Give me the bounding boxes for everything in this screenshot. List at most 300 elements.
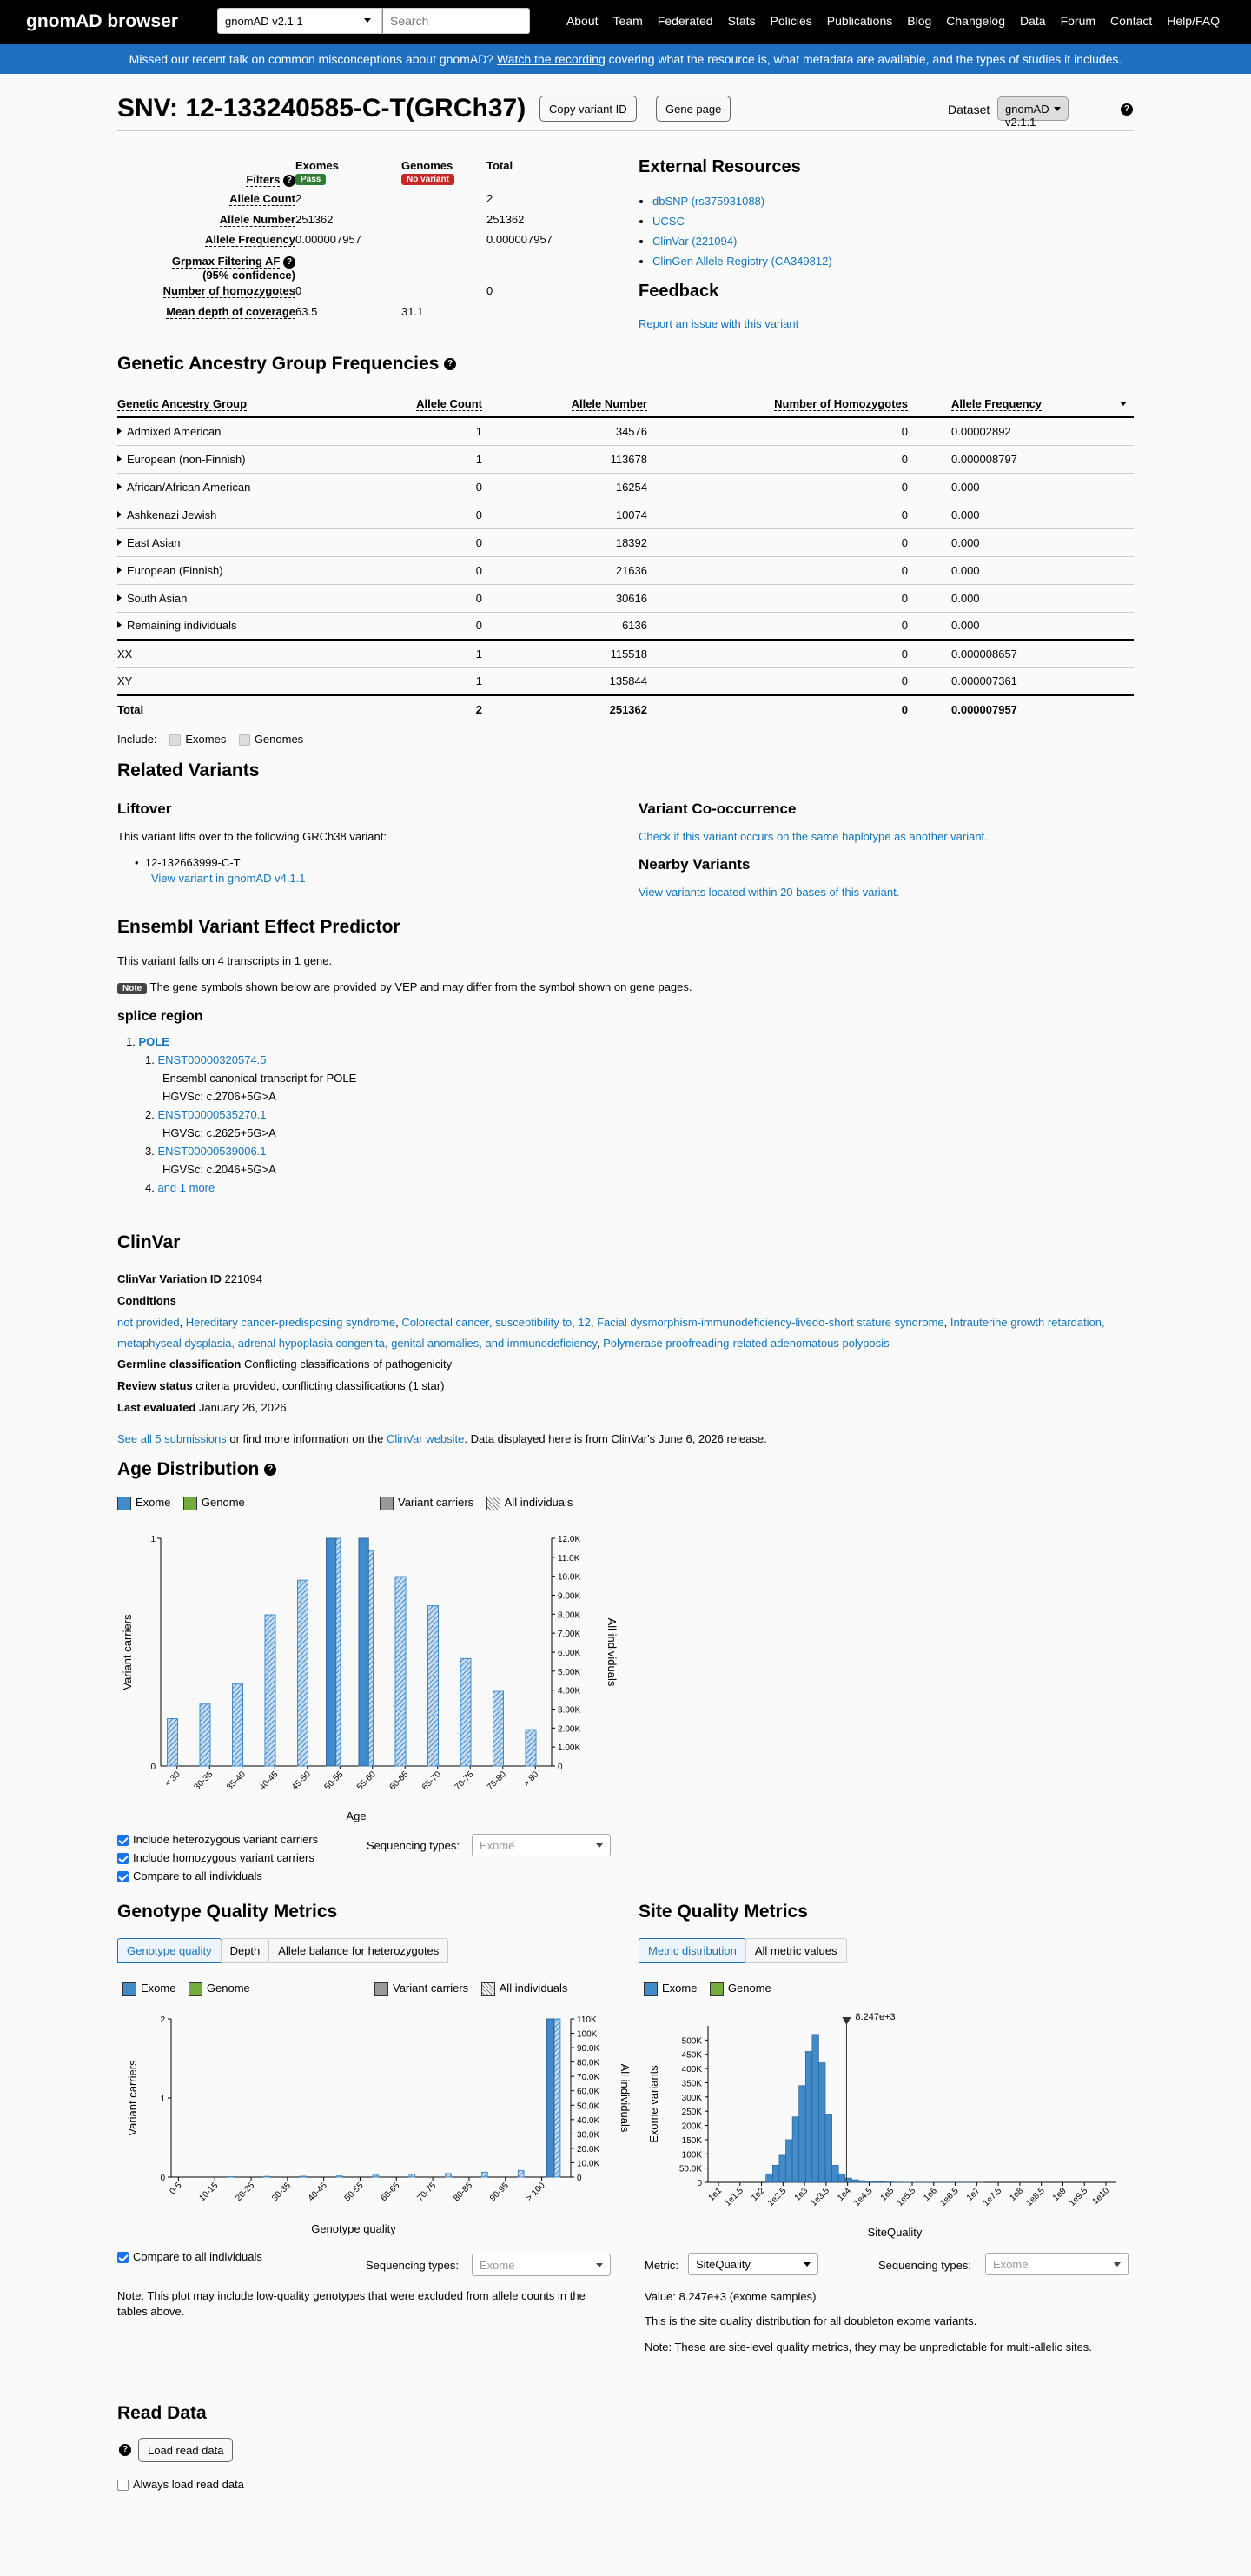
histogram-bar [851, 2180, 858, 2182]
histogram-bar [838, 2174, 845, 2182]
gq-legend-right: Variant carriers All individuals [374, 1982, 567, 1996]
all-individuals-bar [518, 2170, 524, 2177]
compare-all-checkbox[interactable] [117, 1871, 129, 1882]
gq-seq-label: Sequencing types: [366, 2259, 459, 2272]
histogram-bar [805, 2051, 812, 2182]
x-tick: 1e7.5 [981, 2186, 1004, 2208]
y-tick: 150K [681, 2135, 702, 2146]
y2-tick: 5.00K [558, 1667, 581, 1677]
all-individuals-bar [395, 1577, 406, 1766]
x-tick: 40-45 [306, 2181, 329, 2204]
y2-tick: 50.0K [577, 2101, 600, 2112]
gq-seq-type-select[interactable]: Exome [472, 2254, 611, 2276]
expand-icon[interactable] [117, 428, 122, 435]
sq-desc: This is the site quality distribution for all doubleton exome variants. [645, 2314, 977, 2327]
table-row: XX 1 115518 0 0.000008657 [117, 640, 1134, 667]
external-link[interactable]: dbSNP (rs375931088) [652, 195, 765, 208]
help-icon[interactable]: ? [264, 1464, 276, 1476]
y-tick: 350K [681, 2079, 702, 2089]
x-tick: 20-25 [234, 2181, 257, 2204]
histogram-bar [865, 2181, 872, 2182]
summary-ex-value: 63.5 [295, 305, 318, 318]
x-label: Age [346, 1809, 367, 1822]
external-link[interactable]: UCSC [652, 215, 685, 228]
nav-link-data[interactable]: Data [1020, 14, 1046, 28]
gq-legend: Exome Genome [122, 1982, 250, 1996]
histogram-bar [832, 2165, 839, 2182]
help-icon[interactable]: ? [119, 2444, 131, 2456]
summary-to-value: 251362 [486, 213, 525, 226]
help-icon[interactable]: ? [283, 256, 295, 269]
expand-icon[interactable] [117, 455, 122, 462]
value-marker-arrow [842, 2017, 851, 2025]
transcript-item: 2. ENST00000535270.1 HGVSc: c.2625+5G>A [145, 1108, 276, 1139]
het-carriers-checkbox[interactable] [117, 1835, 129, 1846]
metric-select[interactable]: SiteQuality [688, 2253, 818, 2275]
summary-ex-value: Pass [295, 174, 326, 185]
y2-tick: 10.0K [558, 1572, 581, 1583]
y-tick: 1 [150, 1535, 156, 1544]
summary-to-value: 2 [486, 192, 493, 205]
all-individuals-bar [168, 1719, 178, 1766]
col-total: Total [486, 159, 513, 172]
announcement-banner: Missed our recent talk on common misconceptions about gnomAD? Watch the recording covering what the resource is, what metadata are available, and the types of studies it includes. [0, 44, 1251, 74]
help-icon[interactable]: ? [283, 175, 295, 187]
summary-ex-value: 0 [295, 284, 302, 297]
value-marker-label: 8.247e+3 [855, 2012, 896, 2022]
x-tick: 1e4 [836, 2186, 853, 2203]
all-individuals-bar [460, 1658, 471, 1766]
expand-icon[interactable] [117, 511, 122, 518]
x-tick: 1e1 [706, 2186, 725, 2203]
x-tick: 0-5 [168, 2181, 184, 2197]
summary-label: Grpmax Filtering AF ? (95% confidence) [171, 255, 295, 282]
external-link[interactable]: ClinGen Allele Registry (CA349812) [652, 255, 832, 268]
histogram-bar [818, 2063, 825, 2182]
gq-note: Note: This plot may include low-quality genotypes that were excluded from allele counts in the tables above. [117, 2289, 586, 2318]
summary-label: Mean depth of coverage [166, 305, 295, 318]
x-tick: 10-15 [197, 2181, 221, 2204]
y-tick: 450K [681, 2050, 702, 2061]
x-tick: 1e10 [1090, 2186, 1112, 2207]
y-tick: 200K [681, 2121, 702, 2132]
gene-link[interactable]: POLE [138, 1035, 169, 1048]
conditions-list: not provided, Hereditary cancer-predisposing syndrome, Colorectal cancer, susceptibility to, 12, Facial dysmorphism-immunodeficiency-livedo-short stature syndrome, Intrauterine growth retardation, metaphyseal dysplasia, adrenal hypoplasia congenita, genital anomalies, and immunodeficiency, Polymerase proofreading-related adenomatous polyposis [117, 1316, 1105, 1350]
feedback-title: Feedback [639, 282, 719, 301]
brand-logo[interactable]: gnomAD browser [26, 11, 179, 31]
y-tick: 1 [160, 2095, 165, 2104]
carrier-bar [546, 2019, 553, 2177]
summary-label: Number of homozygotes [162, 284, 295, 297]
condition-link[interactable]: Hereditary cancer-predisposing syndrome [185, 1316, 396, 1329]
all-individuals-bar [482, 2172, 488, 2177]
dataset-select[interactable]: gnomAD v2.1.1 [217, 8, 382, 34]
vep-intro: This variant falls on 4 transcripts in 1 gene. [117, 954, 333, 967]
chevron-down-icon [1054, 107, 1061, 111]
always-load: Always load read data [117, 2478, 244, 2491]
liftover-title: Liftover [117, 800, 172, 817]
expand-icon[interactable] [117, 621, 122, 628]
view-v4-link[interactable]: View variant in gnomAD v4.1.1 [151, 872, 306, 885]
x-tick: 70-75 [453, 1769, 476, 1793]
age-legend-right: Variant carriers All individuals [380, 1496, 573, 1510]
condition-link[interactable]: not provided [117, 1316, 180, 1329]
nav-link-federated[interactable]: Federated [657, 14, 713, 28]
histogram-bar [878, 2181, 885, 2182]
col-exomes: Exomes [295, 159, 339, 172]
all-individuals-bar [265, 1615, 275, 1766]
histogram-bar [825, 2114, 832, 2182]
tab-allele-balance[interactable]: Allele balance for heterozygotes [268, 1938, 448, 1963]
table-row[interactable]: Admixed American 1 34576 0 0.00002892 [117, 417, 1134, 445]
transcript-link[interactable]: ENST00000539006.1 [157, 1145, 267, 1158]
load-read-data-button[interactable]: Load read data [138, 2438, 233, 2462]
external-resources-title: External Resources [639, 157, 801, 176]
x-tick: 90-95 [487, 2181, 511, 2204]
nav-links [552, 14, 1220, 28]
all-individuals-bar [428, 1606, 439, 1766]
y2-tick: 7.00K [558, 1630, 581, 1640]
sq-seq-type-select[interactable]: Exome [985, 2253, 1129, 2275]
expand-icon[interactable] [117, 539, 122, 546]
y2-tick: 0 [577, 2174, 582, 2183]
nav-link-policies[interactable]: Policies [770, 14, 812, 28]
y2-tick: 90.0K [577, 2044, 600, 2055]
x-tick: 1e5.5 [895, 2186, 918, 2208]
y2-tick: 0 [558, 1763, 563, 1772]
y2-tick: 11.0K [558, 1553, 580, 1564]
header-homozygotes[interactable]: Number of Homozygotes [774, 397, 908, 410]
help-icon[interactable]: ? [1121, 103, 1133, 116]
gq-compare-checkbox[interactable] [117, 2252, 129, 2263]
review-status: Review status criteria provided, conflicting classifications (1 star) [117, 1379, 445, 1392]
x-tick: 1e2 [750, 2186, 767, 2203]
y-tick: 100K [681, 2150, 702, 2161]
y2-tick: 70.0K [577, 2073, 600, 2083]
dataset-label: Dataset [948, 103, 990, 116]
tab-metric-distribution[interactable]: Metric distribution [639, 1938, 746, 1963]
table-row[interactable]: Remaining individuals 0 6136 0 0.000 [117, 612, 1134, 640]
y-tick: 0 [160, 2174, 165, 2183]
metric-label: Metric: [645, 2259, 678, 2272]
consequence-title: splice region [117, 1009, 203, 1024]
histogram-bar [792, 2117, 799, 2182]
all-individuals-bar [446, 2174, 452, 2177]
x-tick: 30-35 [192, 1769, 215, 1793]
related-variants-title: Related Variants [117, 760, 260, 780]
include-row: Include: Exomes Genomes [117, 733, 304, 746]
nav-link-helpfaq[interactable]: Help/FAQ [1167, 14, 1220, 28]
nav-link-blog[interactable]: Blog [907, 14, 932, 28]
ancestry-table [117, 391, 1134, 723]
x-tick: 1e3 [792, 2186, 811, 2203]
sq-seq-label: Sequencing types: [878, 2259, 971, 2272]
gene-page-button[interactable]: Gene page [656, 96, 731, 122]
tab-genotype-quality[interactable]: Genotype quality [117, 1938, 222, 1963]
vep-note: Note The gene symbols shown below are provided by VEP and may differ from the symbol shown on gene pages. [117, 980, 692, 994]
x-tick: 65-70 [420, 1769, 443, 1793]
condition-link[interactable]: Colorectal cancer, susceptibility to, 12 [401, 1316, 591, 1329]
liftover-item: • 12-132663999-C-T View variant in gnomAD v4.1.1 [135, 856, 306, 885]
more-transcripts-link[interactable]: and 1 more [157, 1181, 215, 1194]
all-individuals-bar [200, 1704, 210, 1766]
y2-tick: 1.00K [558, 1743, 581, 1754]
x-tick: < 30 [163, 1769, 182, 1789]
y-label: Variant carriers [126, 2060, 139, 2136]
table-row[interactable]: South Asian 0 30616 0 0.000 [117, 584, 1134, 612]
clinvar-title: ClinVar [117, 1232, 181, 1252]
y-tick: 2 [160, 2015, 165, 2025]
histogram-bar [772, 2165, 779, 2182]
summary-to-value: 0.000007957 [486, 233, 553, 246]
histogram-bar [812, 2035, 819, 2182]
x-tick: 30-35 [270, 2181, 293, 2204]
carrier-bar [359, 1538, 368, 1766]
y-label: Variant carriers [121, 1614, 134, 1690]
y2-label: All individuals [619, 2063, 632, 2133]
x-tick: 1e8.5 [1024, 2186, 1047, 2208]
top-nav [0, 0, 1251, 44]
y2-tick: 100K [577, 2029, 598, 2040]
y2-tick: 60.0K [577, 2087, 600, 2097]
summary-to-value: 0 [486, 284, 493, 297]
all-individuals-bar [409, 2174, 415, 2177]
nav-link-changelog[interactable]: Changelog [946, 14, 1006, 28]
sq-note: Note: These are site-level quality metrics, they may be unpredictable for multi-allelic sites. [645, 2340, 1092, 2354]
site-quality-chart [639, 2005, 1134, 2240]
all-individuals-bar [336, 2176, 342, 2177]
external-links [652, 191, 832, 271]
x-tick: 35-40 [225, 1769, 248, 1793]
histogram-bar [858, 2181, 865, 2182]
sq-legend: Exome Genome [644, 1982, 771, 1996]
x-tick: 55-60 [355, 1769, 378, 1793]
x-tick: 1e4.5 [852, 2186, 875, 2208]
x-tick: 60-65 [387, 1769, 411, 1793]
cooccurrence-link[interactable]: Check if this variant occurs on the same haplotype as another variant. [639, 830, 988, 843]
conditions-label: Conditions [117, 1294, 176, 1307]
table-row[interactable]: East Asian 0 18392 0 0.000 [117, 528, 1134, 556]
clinvar-footer: See all 5 submissions or find more information on the ClinVar website. Data displayed here is from ClinVar's June 6, 2026 release. [117, 1432, 767, 1445]
x-tick: 75-80 [486, 1769, 508, 1793]
condition-link[interactable]: Intrauterine growth retardation, metaphyseal dysplasia, adrenal hypoplasia congenita, genital anomalies, and immunodeficiency [117, 1316, 1105, 1350]
tab-depth[interactable]: Depth [221, 1938, 270, 1963]
summary-ge-value: 31.1 [401, 305, 424, 318]
x-tick: 70-75 [415, 2181, 439, 2204]
x-tick: 1e3.5 [809, 2186, 832, 2208]
page-title: SNV: 12-133240585-C-T(GRCh37) [117, 94, 526, 123]
table-row[interactable]: European (non-Finnish) 1 113678 0 0.000008797 [117, 445, 1134, 473]
x-tick: > 80 [521, 1769, 541, 1789]
nearby-title: Nearby Variants [639, 856, 751, 873]
summary-ex-value: 251362 [295, 213, 334, 226]
nav-link-stats[interactable]: Stats [727, 14, 756, 28]
sq-tabs [639, 1938, 846, 1963]
include-genomes-checkbox[interactable] [239, 734, 250, 746]
y2-tick: 6.00K [558, 1649, 581, 1658]
expand-icon[interactable] [117, 483, 122, 490]
x-tick: 1e6.5 [938, 2186, 961, 2208]
clinvar-website-link[interactable]: ClinVar website [387, 1432, 465, 1445]
liftover-text: This variant lifts over to the following GRCh38 variant: [117, 830, 387, 843]
nav-link-contact[interactable]: Contact [1110, 14, 1153, 28]
all-individuals-bar [526, 1730, 536, 1766]
histogram-bar [785, 2140, 792, 2182]
carrier-bar [327, 1538, 336, 1766]
expand-icon[interactable] [117, 567, 122, 574]
summary-ex-value: 2 [295, 192, 302, 205]
y2-tick: 2.00K [558, 1724, 581, 1735]
histogram-bar [871, 2181, 878, 2182]
age-seq-type-select[interactable]: Exome [472, 1834, 611, 1856]
x-tick: 45-50 [290, 1769, 313, 1793]
nearby-link[interactable]: View variants located within 20 bases of this variant. [639, 886, 900, 899]
header-allele-count[interactable]: Allele Count [416, 397, 482, 410]
x-tick: 1e1.5 [723, 2186, 745, 2208]
transcript-link[interactable]: ENST00000535270.1 [157, 1108, 267, 1121]
gq-compare: Compare to all individuals [117, 2250, 262, 2263]
vep-list: 1. POLE 1. ENST00000320574.5 Ensembl canonical transcript for POLE HGVSc: c.2706+5G>A 2. ENST00000535270.1 HGVSc: c.2625+5G>A 3. ENST00000539006.1 HGVSc: c.2046+5G>A 4. and 1 more [126, 1035, 357, 1194]
expand-icon[interactable] [117, 594, 122, 601]
genotype-quality-chart [117, 2012, 630, 2238]
col-genomes: Genomes [401, 159, 453, 172]
y2-tick: 20.0K [577, 2144, 600, 2154]
histogram-bar [779, 2155, 786, 2182]
x-tick: 50-55 [342, 2181, 366, 2204]
age-title: Age Distribution ? [117, 1459, 276, 1480]
x-tick: 1e9.5 [1067, 2186, 1090, 2208]
vep-title: Ensembl Variant Effect Predictor [117, 917, 400, 937]
all-individuals-bar [300, 2176, 306, 2177]
help-icon[interactable]: ? [444, 358, 456, 370]
sort-desc-icon [1120, 402, 1127, 406]
x-tick: 80-85 [452, 2181, 475, 2204]
nav-link-publications[interactable]: Publications [826, 14, 893, 28]
y2-tick: 30.0K [577, 2130, 600, 2141]
x-tick: 1e9 [1050, 2186, 1069, 2203]
all-individuals-bar [233, 1684, 243, 1766]
table-row: XY 1 135844 0 0.000007361 [117, 667, 1134, 695]
dataset-dropdown[interactable]: gnomAD v2.1.1 [997, 96, 1069, 121]
sq-title: Site Quality Metrics [639, 1902, 808, 1922]
report-issue-link[interactable]: Report an issue with this variant [639, 317, 799, 330]
chevron-down-icon [364, 18, 371, 23]
ancestry-title: Genetic Ancestry Group Frequencies ? [117, 354, 456, 375]
copy-variant-id-button[interactable]: Copy variant ID [539, 96, 637, 122]
external-link[interactable]: ClinVar (221094) [652, 235, 738, 248]
y2-tick: 10.0K [577, 2159, 600, 2169]
summary-ex-value: 0.000007957 [295, 233, 361, 246]
cooccurrence-title: Variant Co-occurrence [639, 800, 797, 817]
summary-label: Filters ? [122, 173, 295, 187]
y2-tick: 3.00K [558, 1705, 581, 1716]
age-distribution-chart [117, 1528, 630, 1828]
nav-link-about[interactable]: About [566, 14, 599, 28]
seq-type-label: Sequencing types: [367, 1839, 460, 1852]
summary-label: Allele Frequency [204, 233, 295, 246]
x-tick: 60-65 [379, 2181, 402, 2204]
last-evaluated: Last evaluated January 26, 2026 [117, 1401, 287, 1414]
all-individuals-bar [264, 2176, 270, 2177]
x-tick: 40-45 [257, 1769, 281, 1793]
header-allele-number[interactable]: Allele Number [571, 397, 647, 410]
table-row: Total 2 251362 0 0.000007957 [117, 703, 1017, 716]
all-individuals-bar [493, 1691, 504, 1766]
age-options: Include heterozygous variant carriers Include homozygous variant carriers Compare to all individuals [117, 1830, 318, 1885]
x-label: SiteQuality [867, 2226, 923, 2239]
y-tick: 0 [697, 2179, 702, 2188]
x-label: Genotype quality [311, 2222, 396, 2235]
clinvar-id: ClinVar Variation ID 221094 [117, 1272, 262, 1285]
read-data-title: Read Data [117, 2403, 207, 2423]
hom-carriers-checkbox[interactable] [117, 1853, 129, 1864]
y-tick: 250K [681, 2108, 702, 2118]
y2-tick: 40.0K [577, 2115, 600, 2126]
y-tick: 500K [681, 2036, 702, 2047]
summary-label: Allele Count [229, 192, 295, 205]
header-group[interactable]: Genetic Ancestry Group [117, 397, 248, 410]
all-individuals-bar [373, 2175, 379, 2177]
include-exomes-checkbox[interactable] [169, 734, 181, 746]
nav-link-forum[interactable]: Forum [1060, 14, 1096, 28]
y2-tick: 9.00K [558, 1591, 581, 1602]
table-row[interactable]: Ashkenazi Jewish 0 10074 0 0.000 [117, 501, 1134, 528]
search-input[interactable] [382, 8, 530, 34]
y-tick: 400K [681, 2065, 702, 2075]
condition-link[interactable]: Facial dysmorphism-immunodeficiency-livedo-short stature syndrome [597, 1316, 944, 1329]
age-legend: Exome Genome [117, 1496, 245, 1510]
summary-ex-value: — [295, 262, 307, 275]
summary-label: Allele Number [219, 213, 295, 226]
x-tick: 1e7 [964, 2186, 983, 2203]
transcript-item: 3. ENST00000539006.1 HGVSc: c.2046+5G>A [145, 1145, 276, 1176]
x-tick: > 100 [524, 2181, 547, 2204]
y-tick: 50.0K [678, 2164, 702, 2174]
gq-title: Genotype Quality Metrics [117, 1902, 338, 1922]
y2-tick: 8.00K [558, 1610, 581, 1621]
nav-link-team[interactable]: Team [612, 14, 643, 28]
x-tick: 1e2.5 [765, 2186, 789, 2208]
transcript-link[interactable]: ENST00000320574.5 [157, 1053, 267, 1066]
y-label: Exome variants [647, 2065, 660, 2143]
y2-tick: 110K [577, 2015, 597, 2025]
condition-link[interactable]: Polymerase proofreading-related adenomatous polyposis [603, 1337, 890, 1350]
x-tick: 1e8 [1008, 2186, 1026, 2203]
x-tick: 1e5 [878, 2186, 897, 2203]
x-tick: 50-55 [322, 1769, 346, 1793]
germline: Germline classification Conflicting classifications of pathogenicity [117, 1358, 453, 1371]
y2-tick: 12.0K [558, 1535, 581, 1544]
histogram-bar [766, 2174, 773, 2182]
y2-tick: 80.0K [577, 2058, 600, 2068]
banner-link[interactable]: Watch the recording [497, 52, 606, 66]
y-tick: 300K [681, 2093, 702, 2103]
all-individuals-bar [298, 1580, 308, 1766]
table-row[interactable]: European (Finnish) 0 21636 0 0.000 [117, 556, 1134, 584]
tab-all-metric-values[interactable]: All metric values [745, 1938, 847, 1963]
gq-tabs [117, 1938, 447, 1963]
always-load-checkbox[interactable] [117, 2480, 129, 2491]
x-tick: 1e6 [922, 2186, 939, 2203]
histogram-bar [799, 2086, 806, 2182]
header-allele-frequency[interactable]: Allele Frequency [951, 397, 1042, 410]
all-individuals-bar [554, 2019, 560, 2177]
summary-ge-value: No variant [401, 174, 454, 185]
table-row[interactable]: African/African American 0 16254 0 0.000 [117, 473, 1134, 501]
see-all-submissions-link[interactable]: See all 5 submissions [117, 1432, 227, 1445]
y2-tick: 4.00K [558, 1686, 581, 1696]
y2-label: All individuals [606, 1617, 619, 1687]
